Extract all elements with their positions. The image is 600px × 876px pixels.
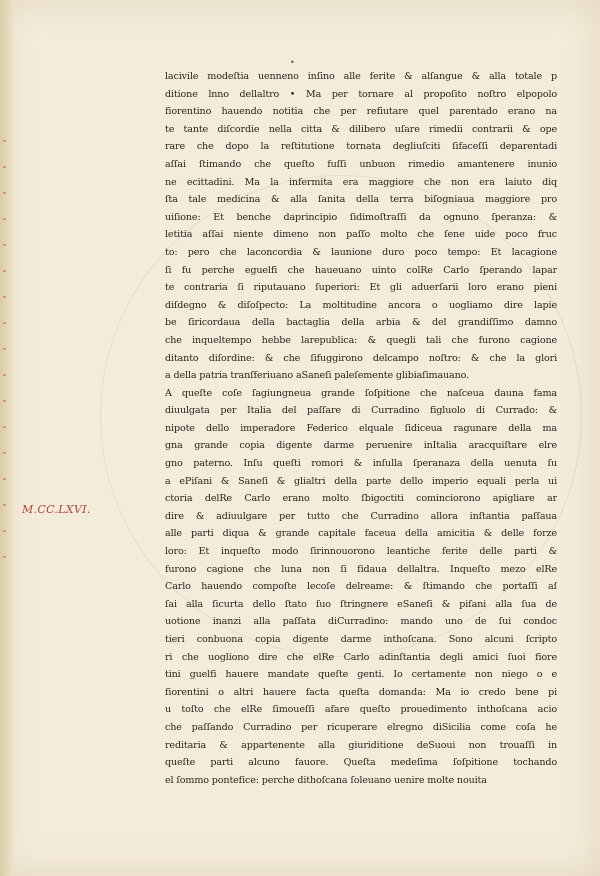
- text-line: che paſſando Curradino per ricuperare elregno diSicilia come coſa he: [165, 721, 557, 733]
- text-line: rare che dopo la reſtitutione tornata degliuſciti ſifaceſſi deparentadi: [165, 141, 557, 153]
- text-line: el ſommo pontefice: perche dithoſcana ſoleuano uenire molte nouita: [165, 774, 487, 786]
- text-line: uiſione: Et benche daprincipio ſidimoſtraſſi da ognuno ſperanza: &: [165, 211, 557, 223]
- text-line: to: pero che laconcordia & launione duro poco tempo: Et lacagione: [165, 246, 557, 258]
- text-line: che inqueltempo hebbe larepublica: & quegli tali che furono cagione: [165, 334, 557, 346]
- text-line: aſſai ſtimando che queſto fuſſi unbuon rimedio amantenere inunio: [165, 158, 557, 170]
- text-line: tieri conbuona copia digente darme inthoſcana. Sono alcuni ſcripto: [165, 634, 557, 645]
- page-gutter: [0, 0, 14, 876]
- text-line: alle parti diqua & grande capitale faceua della amicitia & delle forze: [165, 528, 557, 540]
- text-line: be ſiricordaua della bactaglia della arbia & del grandiſſimo damno: [165, 317, 557, 329]
- text-line: ſta tale medicina & alla ſanita della terra biſogniaua maggiore pro: [165, 194, 557, 206]
- text-line: reditaria & appartenente alla giuriditione deSuoui non trouaſſi in: [165, 739, 557, 751]
- text-line: ſi fu perche eguelfi che haueuano uinto colRe Carlo ſperando lapar: [165, 264, 557, 276]
- body-text: [165, 68, 557, 789]
- text-line: nipote dello imperadore Federico elquale ſidiceua ragunare della ma: [165, 422, 557, 434]
- text-line: gno paterno. Inſu queſti romori & inſulla ſperanaza della uenuta ſu: [165, 458, 557, 470]
- page-dot-mark: •: [290, 58, 295, 67]
- marginal-note: M.CC.LXVI.: [22, 503, 91, 516]
- text-line: ditanto diſordine: & che ſifuggirono delcampo noſtro: & che la glori: [165, 352, 557, 364]
- text-line: furono cagione che luna non ſi fidaua dellaltra. Inqueſto mezo elRe: [165, 563, 557, 575]
- text-line: diſdegno & diſoſpecto: La moltitudine ancora o uogliamo dire lapie: [165, 299, 557, 311]
- text-line: a ePiſani & Saneſi & glialtri della parte dello imperio equali perla ui: [165, 475, 557, 487]
- text-line: fiorentini o altri hauere facta queſta domanda: Ma io credo bene pi: [165, 686, 557, 698]
- text-line: ditione lnno dellaltro • Ma per tornare al propoſito noſtro elpopolo: [165, 88, 557, 100]
- text-line: ſai alla ſicurta dello ſtato ſuo ſtringnere eSaneſi & piſani alla ſua de: [165, 598, 557, 610]
- text-line: loro: Et inqueſto modo ſirinnouorono leantiche ferite delle parti &: [165, 546, 557, 558]
- text-line: gna grande copia digente darme peruenire inItalia aracquiſtare elre: [165, 440, 557, 452]
- text-line: A queſte coſe ſagiungneua grande ſoſpitione che naſceua dauna fama: [165, 387, 557, 399]
- text-line: tini guelfi hauere mandate queſte genti. Io certamente non niego o e: [165, 669, 557, 681]
- text-line: lacivile modeſtia uenneno inſino alle ferite & alſangue & alla totale p: [165, 71, 557, 82]
- text-line: u toſto che elRe ſimoueſſi afare queſto prouedimento inthoſcana acio: [165, 704, 557, 716]
- text-line: ctoria delRe Carlo erano molto ſbigoctiti cominciorono apigliare ar: [165, 493, 557, 505]
- text-line: uotione inanzi alla paſſata diCurradino: mando uno de ſui condoc: [165, 616, 557, 628]
- text-line: ne ecittadini. Ma la infermita era maggiore che non era laiuto diq: [165, 176, 557, 188]
- text-line: fiorentino hauendo notitia che per refiutare quel parentado erano na: [165, 106, 557, 118]
- text-line: dire & adiuulgare per tutto che Curradino allora inſtantia paſſaua: [165, 510, 557, 522]
- text-line: Carlo hauendo compoſte lecoſe delreame: & ſtimando che portaſſi aſ: [165, 581, 557, 593]
- text-line: diuulgata per Italia del paſſare di Curradino figluolo di Currado: &: [165, 405, 557, 417]
- text-line: letitia aſſai niente dimeno non paſſo molto che ſene uide poco fruc: [165, 229, 557, 241]
- text-line: queſte parti alcuno fauore. Queſta medeſima ſoſpitione tochando: [165, 757, 557, 769]
- text-line: te contraria ſi riputauano ſuperiori: Et gli aduerſarii loro erano pieni: [165, 282, 557, 294]
- text-line: ri che uogliono dire che elRe Carlo adinſtantia degli amici ſuoi fiore: [165, 651, 557, 663]
- text-line: a della patria tranſferiuano aSaneſi paleſemente glibiaſimauano.: [165, 370, 469, 382]
- text-line: te tante diſcordie nella citta & dilibero uſare rimedii contrarii & ope: [165, 123, 557, 135]
- gutter-stitch-marks: [3, 140, 6, 570]
